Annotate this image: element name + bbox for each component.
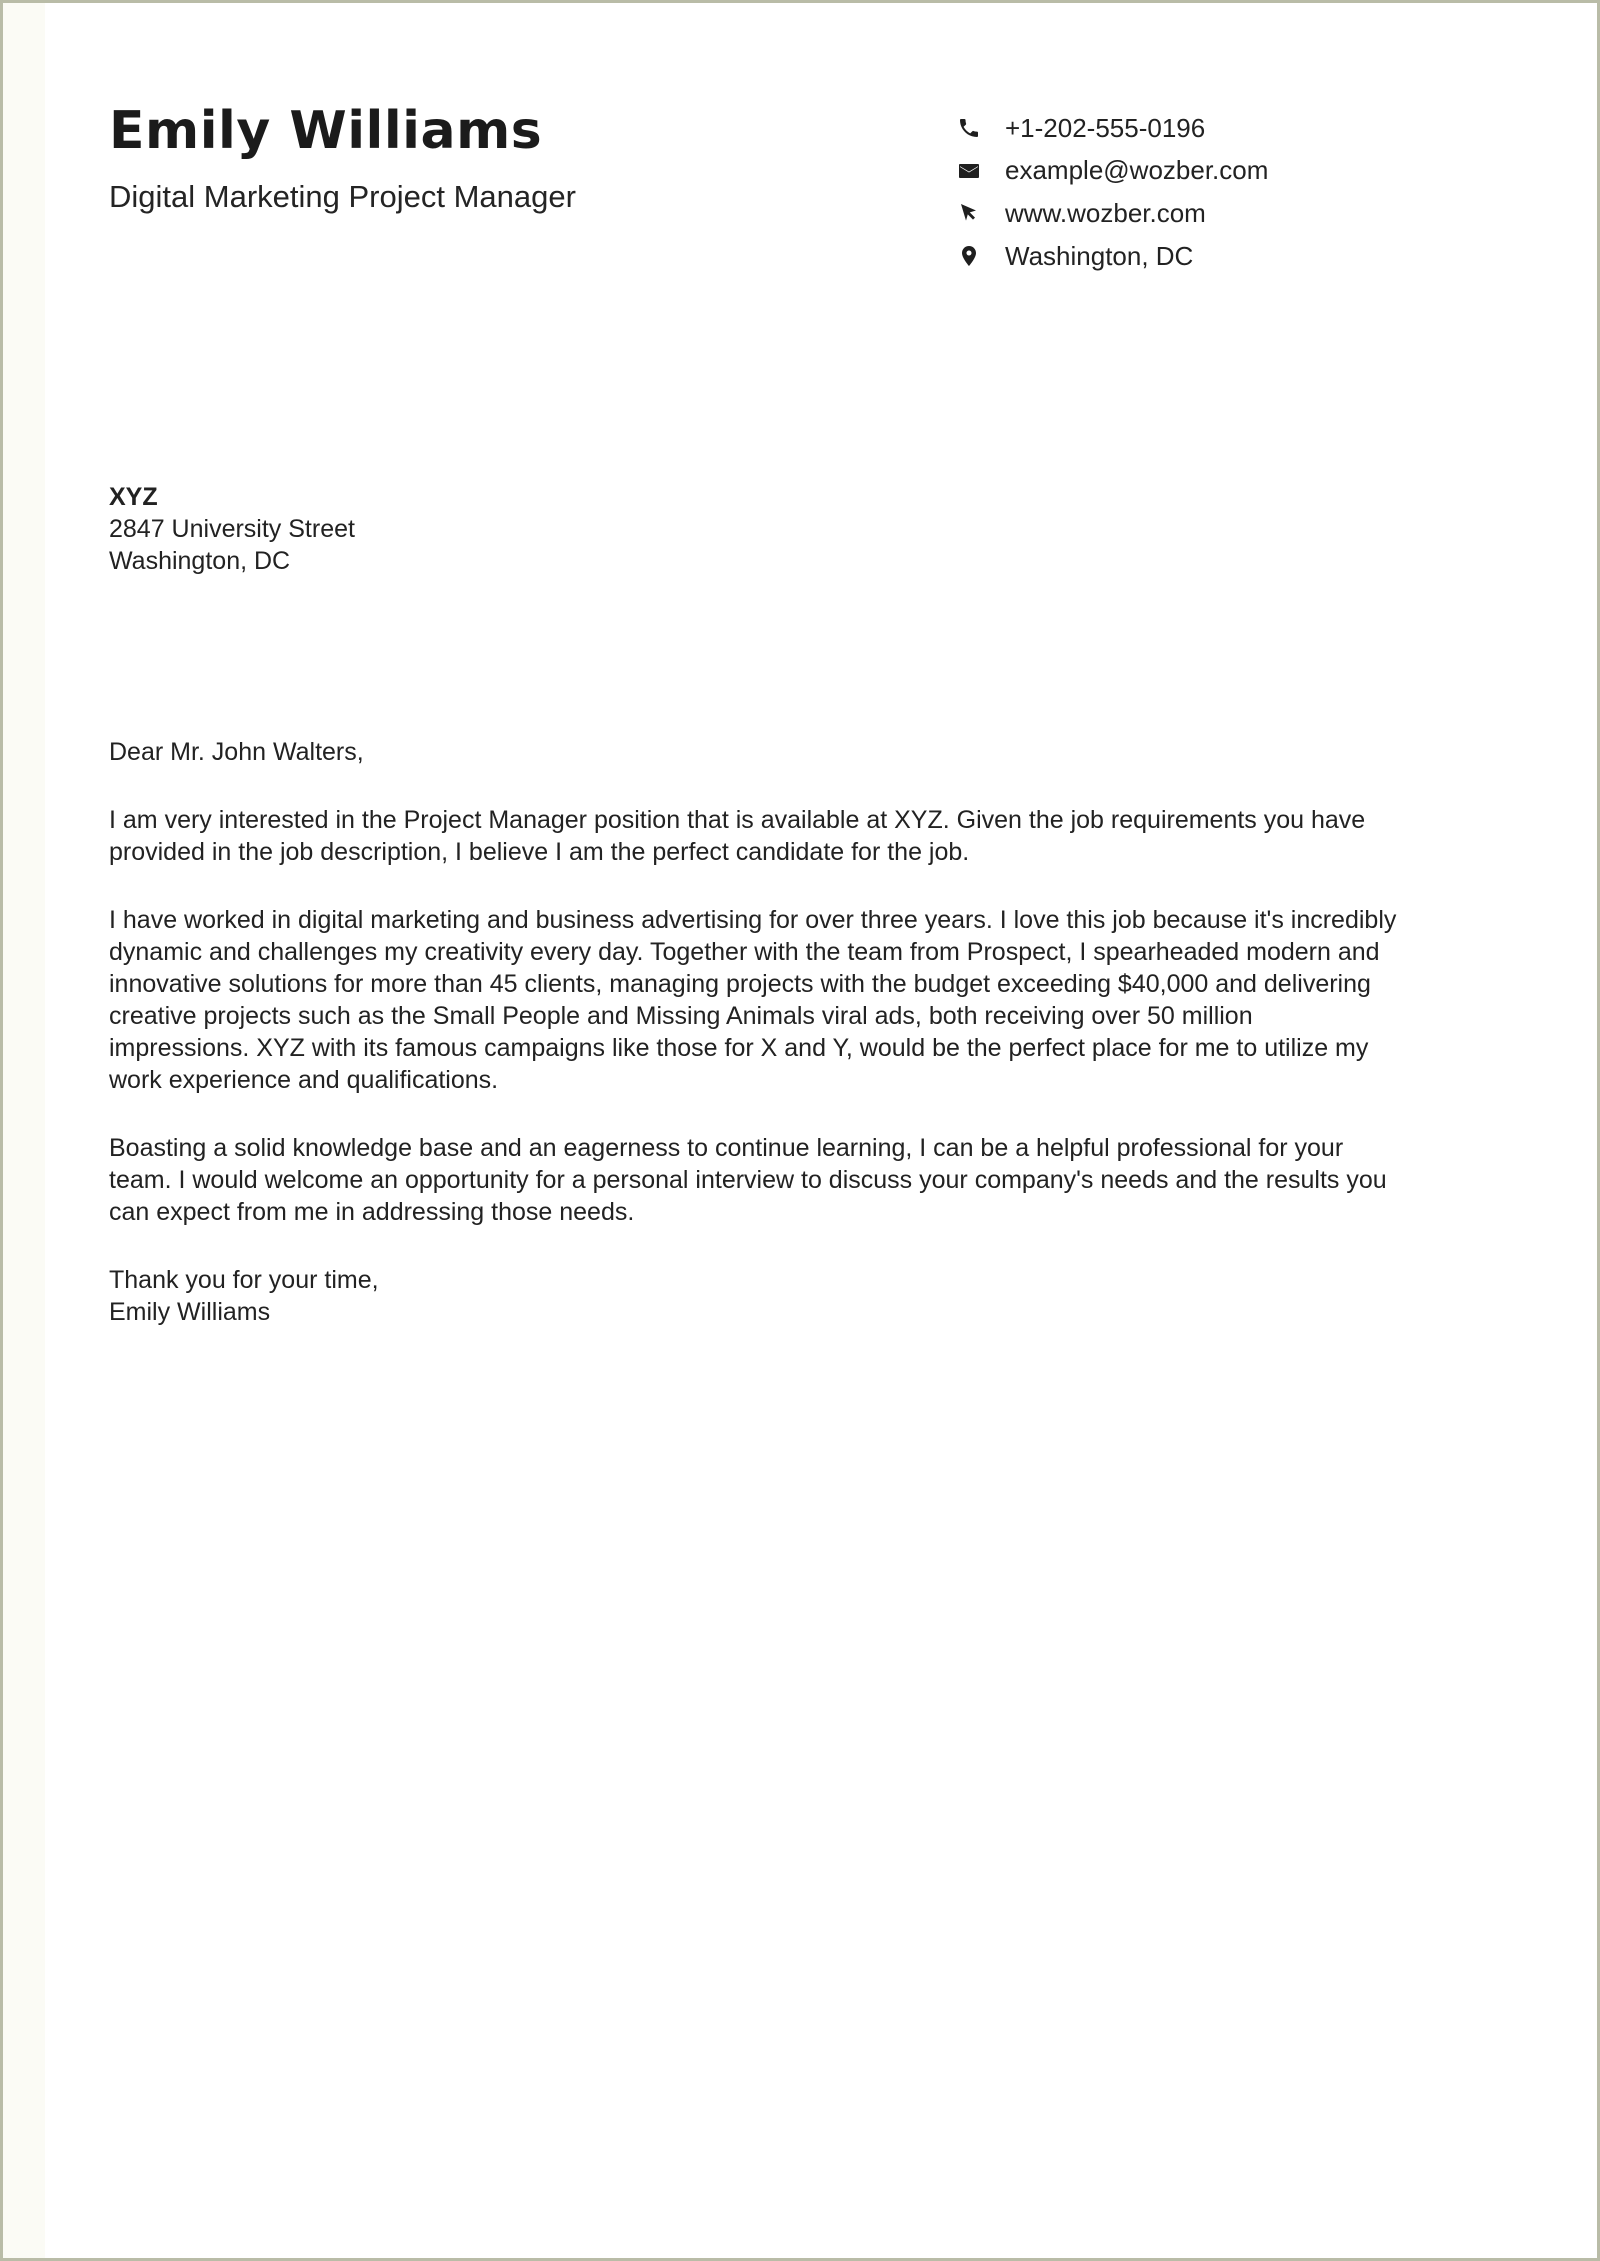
signature: Emily Williams xyxy=(109,1298,271,1326)
website-url: www.wozber.com xyxy=(1005,197,1206,228)
recipient-city: Washington, DC xyxy=(109,547,291,575)
recipient-address xyxy=(109,481,355,577)
letter-body xyxy=(109,736,1409,1328)
phone-icon xyxy=(955,114,983,142)
envelope-icon xyxy=(955,157,983,185)
sender-name: Emily Williams xyxy=(109,101,543,161)
contact-location xyxy=(955,235,1555,278)
letter-paragraph: Boasting a solid knowledge base and an eagerness to continue learning, I can be a helpful professional for your team. I would welcome an opportunity for a personal interview to discuss your company's needs and the results you can expect from me in addressing those needs. xyxy=(109,1134,1387,1226)
recipient-company: XYZ xyxy=(109,483,158,511)
letter-paragraph: I have worked in digital marketing and business advertising for over three years. I love this job because it's incredibly dynamic and challenges my creativity every day. Together with the team from Prospect, I spearheaded modern and innovative solutions for more than 45 clients, managing projects with the budget exceeding $40,000 and delivering creative projects such as the Small People and Missing Animals viral ads, both receiving over 50 million impressions. XYZ with its famous campaigns like those for X and Y, would be the perfect place for me to utilize my work experience and qualifications. xyxy=(109,906,1397,1094)
location-text: Washington, DC xyxy=(1005,240,1194,271)
cursor-icon xyxy=(955,199,983,227)
phone-number: +1-202-555-0196 xyxy=(1005,112,1206,143)
contact-website xyxy=(955,192,1555,235)
recipient-street: 2847 University Street xyxy=(109,515,355,543)
contact-phone xyxy=(955,107,1555,150)
closing: Thank you for your time, xyxy=(109,1266,379,1294)
salutation: Dear Mr. John Walters, xyxy=(109,738,364,766)
page-margin-shade xyxy=(3,3,45,2258)
sender-job-title: Digital Marketing Project Manager xyxy=(109,179,576,214)
location-pin-icon xyxy=(955,242,983,270)
contact-list xyxy=(955,107,1555,277)
email-address: example@wozber.com xyxy=(1005,155,1269,186)
letter-paragraph: I am very interested in the Project Manager position that is available at XYZ. Given the job requirements you have provided in the job description, I believe I am the perfect candidate for the job. xyxy=(109,806,1366,866)
letter-page xyxy=(3,3,1597,2258)
contact-email xyxy=(955,150,1555,193)
